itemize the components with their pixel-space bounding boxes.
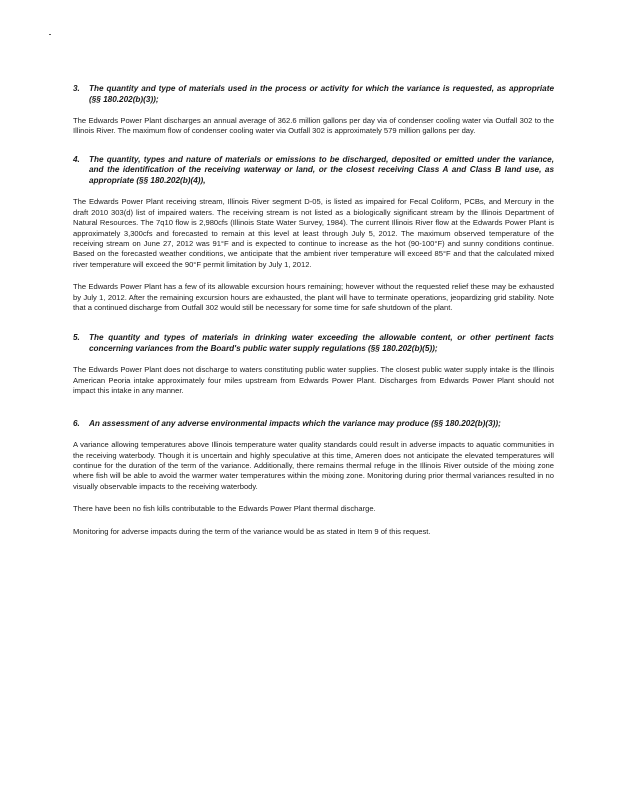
section-6-heading-text: An assessment of any adverse environmental impacts which the variance may produce (§§ 180.202(b)(3)); — [89, 418, 501, 428]
section-3-heading-text: The quantity and type of materials used in the process or activity for which the variance is requested, as appropriate (§§ 180.202(b)(3)); — [89, 84, 554, 104]
section-6-paragraph-3: Monitoring for adverse impacts during the term of the variance would be as stated in Item 9 of this request. — [73, 526, 431, 536]
section-4-paragraph-1: The Edwards Power Plant receiving stream, Illinois River segment D-05, is listed as impaired for Fecal Coliform, PCBs, and Mercury in the draft 2010 303(d) list of impaired waters. The receiving stream is not listed as a biologically significant stream by the Illinois Department of Natural Resources. The 7q10 flow is 2,980cfs (Illinois State Water Survey, 1984). The current Illinois River flow at the Edwards Power Plant is approximately 3,300cfs and forecasted to remain at this level at least through July 5, 2012. The maximum observed temperature of the receiving stream on June 27, 2012 was 91°F and is expected to continue to increase as the hot (90-100°F) and sunny conditions continue. Based on the forecasted weather conditions, we anticipate that the ambient river temperature will exceed 85°F and that the calculated mixed river temperature will exceed the 90°F permit limitation by July 1, 2012. — [73, 197, 554, 269]
section-4-paragraph-2: The Edwards Power Plant has a few of its allowable excursion hours remaining; however without the requested relief these may be exhausted by July 1, 2012. After the remaining excursion hours are exhausted, the plant will have to terminate operations, jeopardizing grid stability. Note that a continued discharge from Outfall 302 would still be necessary for some time for safe shutdown of the plant. — [73, 282, 554, 312]
section-6-paragraph-2: There have been no fish kills contributable to the Edwards Power Plant thermal discharge. — [73, 504, 376, 514]
section-4-heading-text: The quantity, types and nature of materials or emissions to be discharged, deposited or emitted under the variance, and the identification of the receiving waterway or land, or the closest receiving Class A and Class B land use, as appropriate (§§ 180.202(b)(4)), — [89, 154, 554, 185]
section-6-heading — [73, 419, 554, 430]
section-4-heading — [73, 155, 554, 187]
scan-speck — [49, 34, 51, 35]
section-4-number: 4. — [73, 154, 80, 164]
section-5-paragraph-1: The Edwards Power Plant does not discharge to waters constituting public water supplies. The closest public water supply intake is the Illinois American Peoria intake approximately four miles upstream from Edwards Power Plant. Discharges from Edwards Power Plant should not impact this intake in any manner. — [73, 365, 554, 396]
section-3-heading — [73, 84, 554, 105]
section-3-number: 3. — [73, 84, 80, 93]
section-6-paragraph-1: A variance allowing temperatures above Illinois temperature water quality standards could result in adverse impacts to aquatic communities in the receiving waterbody. Though it is uncertain and highly speculative at this time, Ameren does not anticipate the elevated temperatures will continue for the duration of the term of the variance. Additionally, there remains thermal refuge in the Illinois River outside of the mixing zone where fish will be able to avoid the warmer water temperatures within the mixing zone. Monitoring during prior thermal variances resulted in no visually observable impacts to the receiving waterbody. — [73, 440, 554, 491]
section-3-paragraph-1: The Edwards Power Plant discharges an annual average of 362.6 million gallons per day via of condenser cooling water via Outfall 302 to the Illinois River. The maximum flow of condenser cooling water via Outfall 302 is approximately 579 million gallons per day. — [73, 116, 554, 136]
section-6-number: 6. — [73, 418, 80, 428]
section-5-heading-text: The quantity and types of materials in drinking water exceeding the allowable content, or other pertinent facts concerning variances from the Board's public water supply regulations (§§ 180.202(b)(5)); — [89, 333, 554, 353]
document-body — [73, 84, 554, 537]
section-5-heading — [73, 333, 554, 354]
section-5-number: 5. — [73, 333, 80, 343]
